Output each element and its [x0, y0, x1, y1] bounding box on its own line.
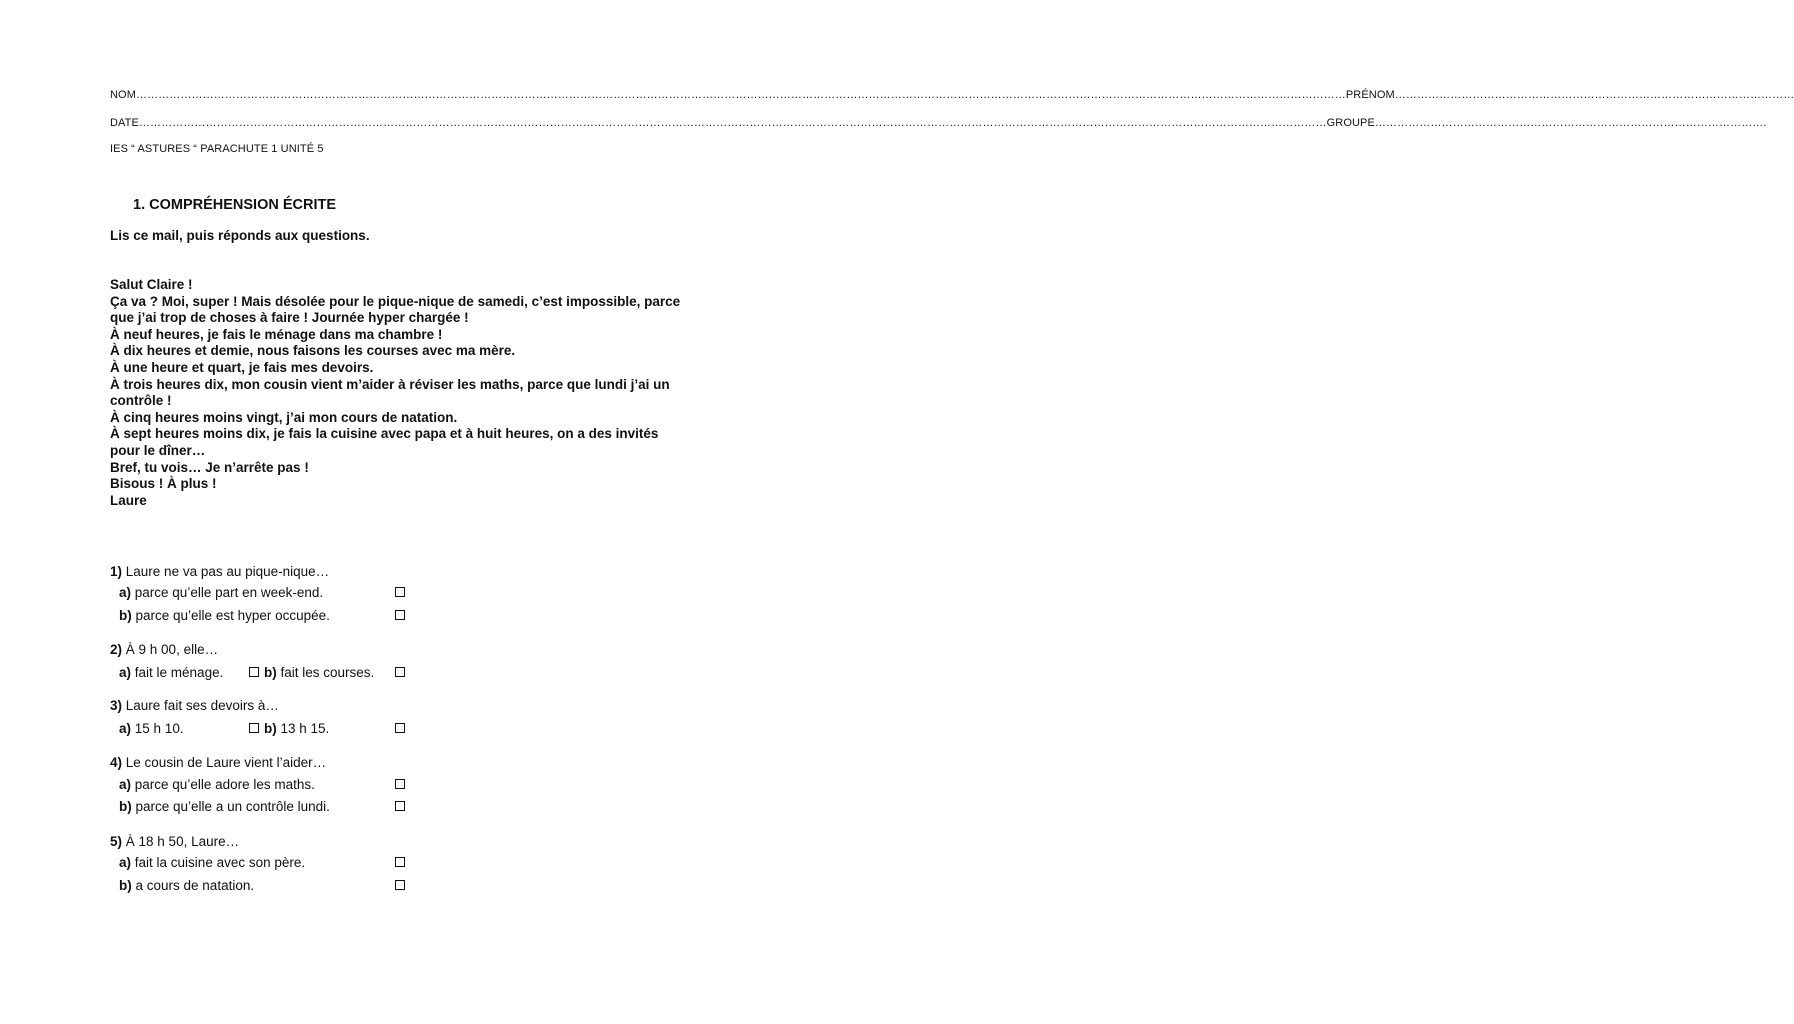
- school-unit-line: IES “ ASTURES “ PARACHUTE 1 UNITÉ 5: [110, 143, 324, 155]
- question-2: [110, 642, 218, 657]
- option-letter: a): [119, 665, 132, 680]
- checkbox-q4a[interactable]: [395, 779, 405, 789]
- option-letter: a): [119, 721, 132, 736]
- question-text: Laure fait ses devoirs à…: [125, 698, 279, 713]
- option-letter: a): [119, 855, 132, 870]
- date-field-line: DATE……………………………………………………………………………………………………………………………………………………………………………………………………………………………………………………………………………………………GROUPE…………………………………………………………………………………………….: [110, 117, 1767, 129]
- question-3-option-b: [264, 721, 329, 736]
- question-5-option-a: [119, 855, 305, 870]
- question-number: 3): [110, 698, 123, 713]
- checkbox-q3a[interactable]: [249, 723, 259, 733]
- checkbox-q5a[interactable]: [395, 857, 405, 867]
- question-text: Le cousin de Laure vient l’aider…: [125, 755, 327, 770]
- option-text: a cours de natation.: [135, 878, 255, 893]
- option-letter: a): [119, 585, 132, 600]
- name-field-line: NOM…………………………………………………………………………………………………………………………………………………………………………………………………………………………………………………………………………………………………PRÉNOM………………………………………………………………………………………………: [110, 89, 1794, 101]
- checkbox-q3b[interactable]: [395, 723, 405, 733]
- question-number: 2): [110, 642, 123, 657]
- mail-line: contrôle !: [110, 393, 172, 409]
- option-text: 15 h 10.: [134, 721, 184, 736]
- option-text: 13 h 15.: [280, 721, 330, 736]
- option-letter: b): [264, 721, 277, 736]
- question-4: [110, 755, 326, 770]
- mail-line: À sept heures moins dix, je fais la cuisine avec papa et à huit heures, on a des invités: [110, 426, 659, 442]
- checkbox-q1a[interactable]: [395, 587, 405, 597]
- question-number: 1): [110, 564, 123, 579]
- mail-line: À dix heures et demie, nous faisons les courses avec ma mère.: [110, 343, 516, 359]
- option-text: fait les courses.: [280, 665, 375, 680]
- question-number: 4): [110, 755, 123, 770]
- mail-line: À neuf heures, je fais le ménage dans ma chambre !: [110, 326, 443, 342]
- mail-line: Salut Claire !: [110, 277, 193, 292]
- option-letter: b): [119, 608, 132, 623]
- question-2-option-a: [119, 665, 223, 680]
- option-letter: b): [264, 665, 277, 680]
- option-text: fait le ménage.: [134, 665, 224, 680]
- question-1-option-b: [119, 608, 330, 623]
- question-5-option-b: [119, 878, 254, 893]
- question-2-option-b: [264, 665, 374, 680]
- mail-line: Ça va ? Moi, super ! Mais désolée pour le pique-nique de samedi, c’est impossible, parce: [110, 293, 681, 309]
- question-3-option-a: [119, 721, 184, 736]
- mail-line: Bref, tu vois… Je n’arrête pas !: [110, 459, 309, 475]
- question-text: Laure ne va pas au pique-nique…: [125, 564, 330, 579]
- option-text: parce qu’elle part en week-end.: [134, 585, 324, 600]
- section-title: 1. COMPRÉHENSION ÉCRITE: [133, 197, 337, 213]
- option-text: parce qu’elle adore les maths.: [134, 777, 315, 792]
- question-3: [110, 698, 279, 713]
- mail-line: À une heure et quart, je fais mes devoirs.: [110, 359, 374, 375]
- question-5: [110, 834, 239, 849]
- option-text: parce qu’elle a un contrôle lundi.: [135, 799, 330, 814]
- option-text: fait la cuisine avec son père.: [134, 855, 306, 870]
- question-1-option-a: [119, 585, 323, 600]
- question-1: [110, 564, 329, 579]
- mail-line: Laure: [110, 492, 147, 508]
- option-letter: b): [119, 799, 132, 814]
- instructions: Lis ce mail, puis réponds aux questions.: [110, 228, 370, 243]
- mail-text: [110, 277, 770, 509]
- mail-line: pour le dîner…: [110, 442, 206, 458]
- mail-line: À cinq heures moins vingt, j’ai mon cours de natation.: [110, 409, 458, 425]
- question-number: 5): [110, 834, 123, 849]
- mail-line: que j’ai trop de choses à faire ! Journée hyper chargée !: [110, 310, 469, 326]
- question-4-option-a: [119, 777, 315, 792]
- question-text: À 9 h 00, elle…: [125, 642, 219, 657]
- mail-line: À trois heures dix, mon cousin vient m’aider à réviser les maths, parce que lundi j’ai un: [110, 376, 670, 392]
- checkbox-q2a[interactable]: [249, 667, 259, 677]
- checkbox-q4b[interactable]: [395, 801, 405, 811]
- option-letter: a): [119, 777, 132, 792]
- question-text: À 18 h 50, Laure…: [125, 834, 240, 849]
- option-letter: b): [119, 878, 132, 893]
- question-4-option-b: [119, 799, 330, 814]
- checkbox-q2b[interactable]: [395, 667, 405, 677]
- option-text: parce qu’elle est hyper occupée.: [135, 608, 330, 623]
- mail-line: Bisous ! À plus !: [110, 476, 217, 492]
- checkbox-q5b[interactable]: [395, 880, 405, 890]
- checkbox-q1b[interactable]: [395, 610, 405, 620]
